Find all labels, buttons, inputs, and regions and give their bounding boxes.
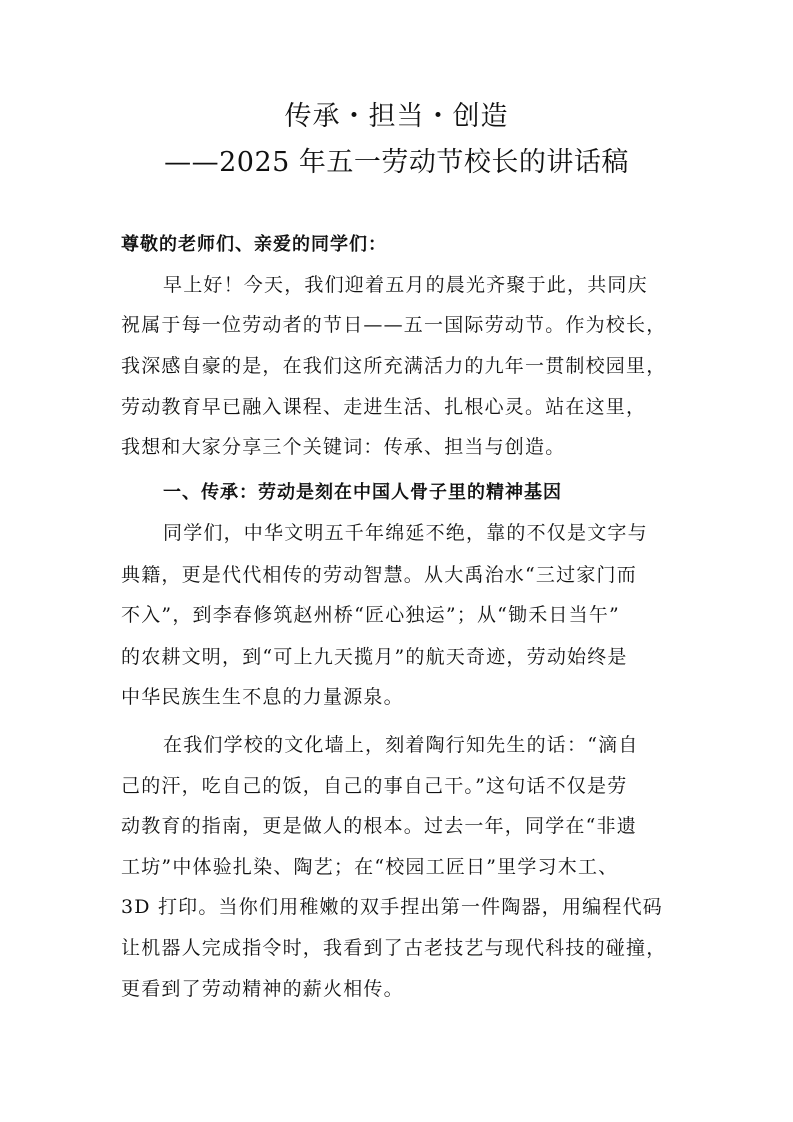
page-subtitle: ——2025 年五一劳动节校长的讲话稿 (164, 147, 629, 178)
paragraph3-line1: 在我们学校的文化墙上，刻着陶行知先生的话：“滴自 (163, 734, 639, 756)
section1-heading: 一、传承：劳动是刻在中国人骨子里的精神基因 (163, 482, 562, 503)
paragraph2-line2: 典籍，更是代代相传的劳动智慧。从大禹治水“三过家门而 (121, 564, 637, 586)
paragraph1-line3: 我深感自豪的是，在我们这所充满活力的九年一贯制校园里， (121, 355, 667, 377)
paragraph1-line4: 劳动教育早已融入课程、走进生活、扎根心灵。站在这里， (121, 396, 647, 418)
paragraph1-line1: 早上好！今天，我们迎着五月的晨光齐聚于此，共同庆 (163, 274, 648, 296)
paragraph2-line5: 中华民族生生不息的力量源泉。 (121, 686, 404, 708)
paragraph3-line6: 让机器人完成指令时，我看到了古老技艺与现代科技的碰撞， (121, 937, 667, 959)
paragraph3-line2: 己的汗，吃自己的饭，自己的事自己干。”这句话不仅是劳 (121, 775, 628, 797)
paragraph3-line7: 更看到了劳动精神的薪火相传。 (121, 978, 404, 1000)
paragraph1-line5: 我想和大家分享三个关键词：传承、担当与创造。 (121, 436, 566, 458)
salutation: 尊敬的老师们、亲爱的同学们： (121, 234, 387, 255)
page-title: 传承・担当・创造 (284, 101, 509, 132)
paragraph1-line2: 祝属于每一位劳动者的节日——五一国际劳动节。作为校长， (121, 314, 667, 336)
paragraph3-line4: 工坊”中体验扎染、陶艺；在“校园工匠日”里学习木工、 (121, 856, 619, 878)
paragraph3-line5: 3D 打印。当你们用稚嫩的双手捏出第一件陶器，用编程代码 (121, 896, 663, 918)
paragraph2-line1: 同学们，中华文明五千年绵延不绝，靠的不仅是文字与 (163, 522, 648, 544)
paragraph3-line3: 动教育的指南，更是做人的根本。过去一年，同学在“非遗 (121, 815, 637, 837)
paragraph2-line4: 的农耕文明，到“可上九天揽月”的航天奇迹，劳动始终是 (121, 646, 628, 668)
paragraph2-line3: 不入”，到李春修筑赵州桥“匠心独运”；从“锄禾日当午” (121, 604, 620, 626)
